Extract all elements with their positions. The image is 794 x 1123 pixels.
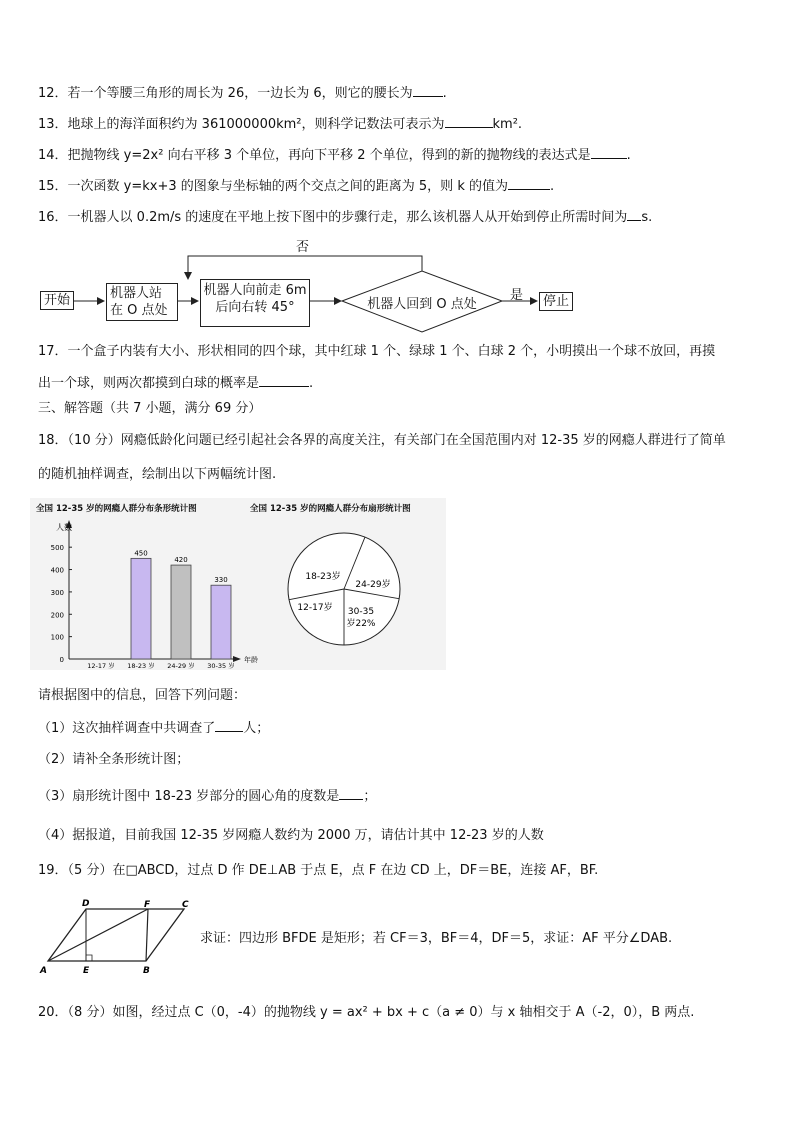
question-14-tail: .: [626, 148, 631, 163]
y-tick-label: 100: [50, 633, 64, 642]
question-18-line1: 18．（10 分）网瘾低龄化问题已经引起社会各界的高度关注，有关部门在全国范围内对 12-35 岁的网瘾人群进行了简单: [38, 433, 726, 448]
label-f: F: [144, 900, 151, 910]
question-18-prompt: 请根据图中的信息，回答下列问题：: [38, 688, 247, 703]
question-18-sub1: [38, 719, 269, 738]
flow-stand-line1: 机器人站: [110, 286, 163, 301]
x-tick-label: 24-29 岁: [167, 662, 195, 670]
right-angle-mark: [86, 955, 92, 961]
flow-move-line1: 机器人向前走 6m: [203, 283, 307, 298]
bar: [131, 558, 151, 659]
question-17-line2: [38, 374, 313, 393]
question-13-tail: km².: [492, 117, 523, 132]
pie-slice-label: 24-29岁: [355, 580, 391, 590]
flow-move-line2: 后向右转 45°: [215, 300, 295, 315]
sub3-tail: ；: [363, 789, 377, 804]
sub3-text: （3）扇形统计图中 18-23 岁部分的圆心角的度数是: [38, 789, 340, 804]
pie-slice-label: 岁22%: [346, 619, 376, 629]
flow-stop-box: 停止: [539, 292, 573, 311]
x-tick-label: 18-23 岁: [127, 662, 155, 670]
question-12-text: 12．若一个等腰三角形的周长为 26，一边长为 6，则它的腰长为: [38, 86, 413, 101]
y-tick-label: 500: [50, 544, 64, 553]
pie-slice-label: 30-35: [347, 607, 375, 617]
flow-decision-text: 机器人回到 O 点处: [367, 297, 477, 312]
question-16-text: 16．一机器人以 0.2m/s 的速度在平地上按下图中的步骤行走，那么该机器人从开始到停止所需时间为: [38, 210, 628, 225]
y-tick-label: 0: [59, 656, 64, 664]
question-16-tail: s.: [641, 210, 653, 225]
question-14-text: 14．把抛物线 y=2x² 向右平移 3 个单位，再向下平移 2 个单位，得到的新的抛物线的表达式是: [38, 148, 591, 163]
label-d: D: [82, 899, 90, 909]
question-18-line2: 的随机抽样调查，绘制出以下两幅统计图.: [38, 467, 277, 482]
x-tick-label: 30-35 岁: [207, 662, 235, 670]
question-18-sub3: [38, 787, 376, 806]
label-a: A: [40, 966, 47, 976]
parallelogram-figure: [38, 895, 198, 977]
flow-yes-label: 是: [510, 288, 524, 303]
flow-move-box: [200, 279, 310, 327]
segment-bf: [146, 909, 148, 961]
question-17-tail: .: [309, 376, 314, 391]
answer-blank[interactable]: [259, 374, 309, 387]
flow-stand-line2: 在 O 点处: [110, 303, 168, 318]
question-20: 20．（8 分）如图，经过点 C（0，-4）的抛物线 y = ax² + bx + c（a ≠ 0）与 x 轴相交于 A（-2，0），B 两点.: [38, 1005, 695, 1020]
x-axis-label: 年龄: [244, 656, 258, 664]
question-12-tail: .: [442, 86, 447, 101]
question-18-sub4: （4）据报道，目前我国 12-35 岁网瘾人数约为 2000 万，请估计其中 12-23 岁的人数: [38, 828, 544, 843]
parallelogram-abcd: [48, 909, 184, 961]
bar: [171, 565, 191, 659]
question-19: 19．（5 分）在□ABCD，过点 D 作 DE⊥AB 于点 E，点 F 在边 CD 上，DF＝BE，连接 AF，BF.: [38, 863, 599, 878]
pie-slice-label: 18-23岁: [305, 572, 341, 582]
flow-no-label: 否: [296, 240, 310, 255]
answer-blank[interactable]: [215, 719, 243, 732]
arrow-no-loop: [188, 256, 422, 279]
y-tick-label: 400: [50, 566, 64, 575]
sub1-text: （1）这次抽样调查中共调查了: [38, 721, 216, 736]
pie-chart-title: 全国 12-35 岁的网瘾人群分布扇形统计图: [250, 504, 411, 514]
label-b: B: [143, 966, 150, 976]
section-heading: 三、解答题（共 7 小题，满分 69 分）: [38, 401, 262, 416]
answer-blank[interactable]: [339, 787, 363, 800]
label-e: E: [83, 966, 90, 976]
flow-stand-box: [106, 283, 178, 321]
bar-data-label: 450: [134, 549, 148, 558]
question-13-text: 13．地球上的海洋面积约为 361000000km²，则科学记数法可表示为: [38, 117, 445, 132]
question-17-line1: 17．一个盒子内装有大小、形状相同的四个球，其中红球 1 个、绿球 1 个、白球 2 个，小明摸出一个球不放回，再摸: [38, 344, 716, 359]
segment-af: [48, 909, 148, 961]
question-15-text: 15．一次函数 y=kx+3 的图象与坐标轴的两个交点之间的距离为 5，则 k 的值为: [38, 179, 508, 194]
bar-data-label: 330: [214, 576, 228, 585]
pie-slice-label: 12-17岁: [297, 603, 333, 613]
question-18-sub2: （2）请补全条形统计图；: [38, 752, 190, 767]
bar-chart: [30, 516, 258, 672]
question-19-proof: 求证：四边形 BFDE 是矩形；若 CF＝3，BF＝4，DF＝5，求证：AF 平分∠DAB.: [200, 931, 673, 946]
bar: [211, 585, 231, 659]
pie-chart: [285, 532, 405, 652]
y-axis-label: 人数: [56, 523, 72, 532]
y-tick-label: 200: [50, 611, 64, 620]
label-c: C: [182, 900, 189, 910]
question-15-tail: .: [549, 179, 555, 194]
x-tick-label: 12-17 岁: [87, 662, 115, 670]
question-17-text: 出一个球，则两次都摸到白球的概率是: [38, 376, 260, 391]
sub1-tail: 人；: [243, 721, 270, 736]
y-tick-label: 300: [50, 588, 64, 597]
bar-data-label: 420: [174, 556, 188, 565]
flow-start-box: 开始: [40, 291, 74, 310]
bar-chart-title: 全国 12-35 岁的网瘾人群分布条形统计图: [36, 504, 197, 514]
